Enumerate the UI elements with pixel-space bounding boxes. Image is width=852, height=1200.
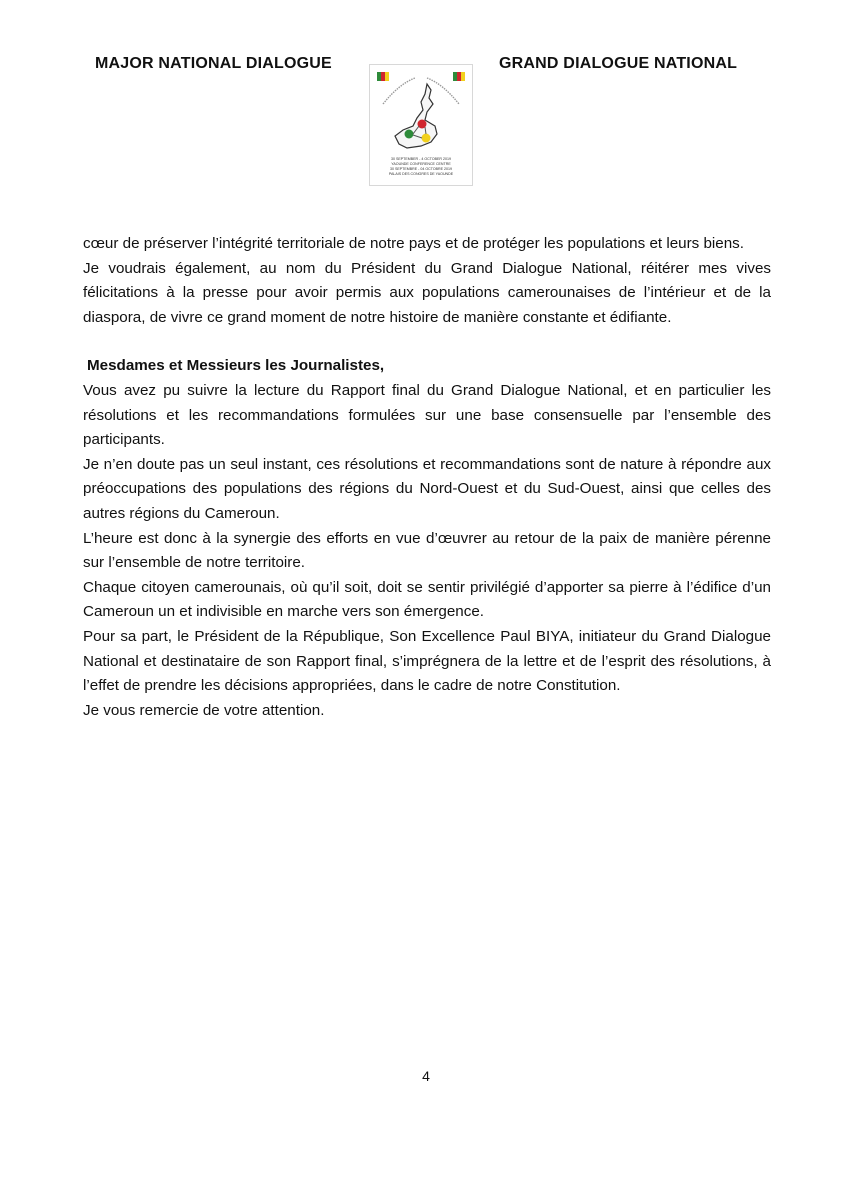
dialogue-logo bbox=[369, 64, 473, 186]
green-figure-icon bbox=[405, 130, 414, 139]
body-text bbox=[83, 232, 771, 723]
svg-text:30 SEPTEMBER - 4 OCTOBER 2019: 30 SEPTEMBER - 4 OCTOBER 2019 bbox=[390, 157, 452, 161]
yellow-figure-icon bbox=[422, 134, 431, 143]
page-number: 4 bbox=[422, 1068, 430, 1084]
paragraph: Vous avez pu suivre la lecture du Rapport final du Grand Dialogue National, et en particulier les résolutions et les recommandations formulées sur une base consensuelle par l’ensemble des participants. bbox=[83, 381, 771, 449]
paragraph: Je voudrais également, au nom du Président du Grand Dialogue National, réitérer mes vives félicitations à la presse pour avoir permis aux populations camerounaises de l’intérieur et de la diaspora, de vivre ce grand moment de notre histoire de manière constante et édifiante. bbox=[83, 259, 771, 326]
paragraph: Pour sa part, le Président de la République, Son Excellence Paul BIYA, initiateur du Grand Dialogue National et destinataire de son Rapport final, s’imprégnera de la lettre et de l’esprit des résolutions, à l’effet de prendre les décisions appropriées, dans le cadre de notre Constitution. bbox=[83, 627, 771, 695]
svg-text:YAOUNDE CONFERENCE CENTRE: YAOUNDE CONFERENCE CENTRE bbox=[391, 162, 451, 166]
header-french-title: GRAND DIALOGUE NATIONAL bbox=[499, 55, 738, 72]
paragraph: Chaque citoyen camerounais, où qu’il soit, doit se sentir privilégié d’apporter sa pierre à l’édifice d’un Cameroun un et indivisible en marche vers son émergence. bbox=[83, 578, 771, 621]
salutation: Mesdames et Messieurs les Journalistes, bbox=[87, 357, 385, 375]
header-english-title: MAJOR NATIONAL DIALOGUE bbox=[95, 55, 332, 72]
closing-line: Je vous remercie de votre attention. bbox=[83, 701, 325, 719]
svg-text:30 SEPTEMBRE - 04 OCTOBRE 2019: 30 SEPTEMBRE - 04 OCTOBRE 2019 bbox=[389, 167, 453, 171]
svg-text:PALAIS DES CONGRES DE YAOUNDE: PALAIS DES CONGRES DE YAOUNDE bbox=[388, 172, 454, 176]
flag-red-band bbox=[381, 72, 385, 81]
flag-yellow-band bbox=[385, 72, 389, 81]
flag-green-band bbox=[377, 72, 381, 81]
paragraph: L’heure est donc à la synergie des efforts en vue d’œuvrer au retour de la paix de manière pérenne sur l’ensemble de notre territoire. bbox=[83, 529, 771, 572]
paragraph: cœur de préserver l’intégrité territoriale de notre pays et de protéger les populations et leurs biens. bbox=[83, 235, 744, 252]
paragraph: Je n’en doute pas un seul instant, ces résolutions et recommandations sont de nature à répondre aux préoccupations des populations des régions du Nord-Ouest et du Sud-Ouest, ainsi que celles des autres régions du Cameroun. bbox=[83, 455, 771, 522]
